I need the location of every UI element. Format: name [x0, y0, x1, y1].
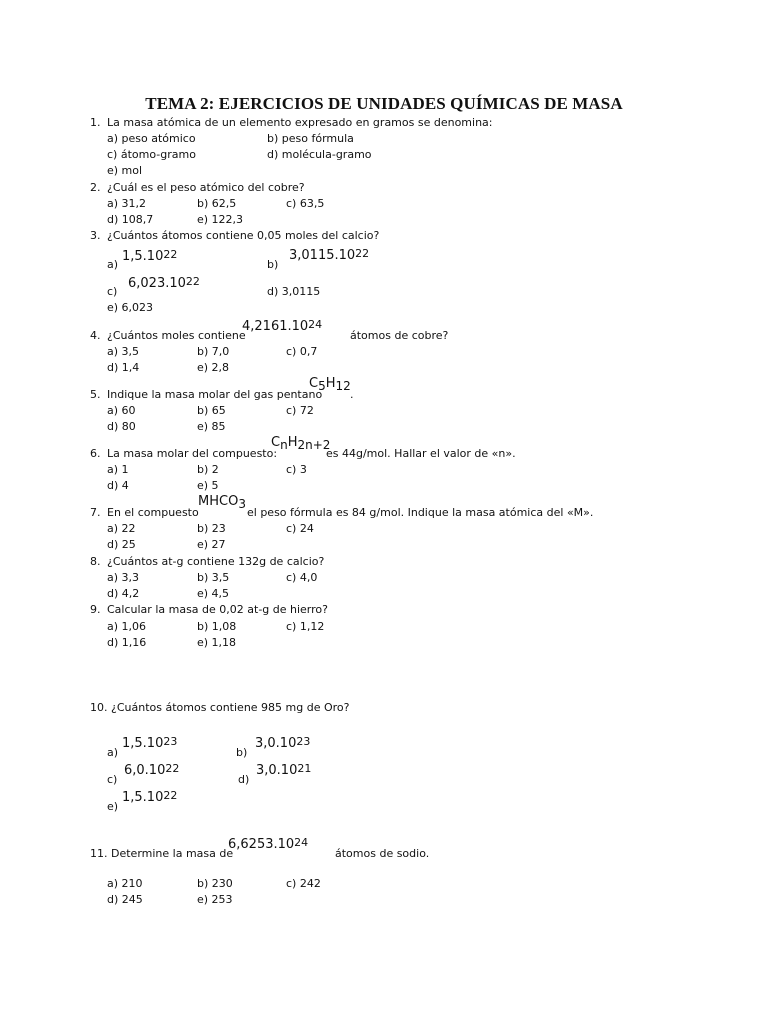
option-d: d) 4 — [107, 479, 129, 492]
atom-count-value: 4,2161.10$^{24}$ — [242, 318, 323, 334]
option-a: a) 210 — [107, 877, 143, 890]
option-c: c) 24 — [286, 522, 314, 535]
option-a-value: 1,5.10$^{22}$ — [122, 248, 178, 264]
option-c: c) 1,12 — [286, 620, 325, 633]
option-e: e) 2,8 — [197, 361, 230, 374]
option-c: c) 3 — [286, 463, 307, 476]
question-text: Calcular la masa de 0,02 at-g de hierro? — [107, 603, 328, 616]
option-a: a) 31,2 — [107, 197, 147, 210]
question-text-end: átomos de sodio. — [335, 847, 430, 860]
page-title: TEMA 2: EJERCICIOS DE UNIDADES QUÍMICAS DE MASA — [145, 94, 623, 113]
option-b-value: 3,0.10$^{23}$ — [255, 735, 311, 751]
option-c: c) 0,7 — [286, 345, 318, 358]
option-a: a) peso atómico — [107, 132, 196, 145]
option-c-value: 6,023.10$^{22}$ — [128, 275, 200, 291]
question-text: La masa atómica de un elemento expresado en gramos se denomina: — [107, 116, 493, 129]
option-c-letter: c) — [107, 285, 118, 298]
option-c: c) átomo-gramo — [107, 148, 196, 161]
option-d: d) 4,2 — [107, 587, 140, 600]
option-a-letter: a) — [107, 258, 119, 271]
option-c: c) 242 — [286, 877, 321, 890]
question-text: ¿Cuántos átomos contiene 0,05 moles del calcio? — [107, 229, 380, 242]
question-number: 6. — [90, 447, 101, 460]
question-text-start: La masa molar del compuesto: — [107, 447, 278, 460]
option-c: c) 63,5 — [286, 197, 325, 210]
question-text: ¿Cuántos átomos contiene 985 mg de Oro? — [111, 701, 350, 714]
option-d: d) 80 — [107, 420, 136, 433]
question-number: 2. — [90, 181, 101, 194]
option-e: e) 5 — [197, 479, 219, 492]
question-number: 3. — [90, 229, 101, 242]
option-b: b) 2 — [197, 463, 219, 476]
option-e: e) mol — [107, 164, 143, 177]
option-d-value: 3,0.10$^{21}$ — [256, 762, 312, 778]
option-e: e) 27 — [197, 538, 226, 551]
option-a: a) 3,5 — [107, 345, 140, 358]
option-c: c) 72 — [286, 404, 314, 417]
option-b-value: 3,0115.10$^{22}$ — [289, 247, 370, 263]
option-d: d) molécula-gramo — [267, 148, 372, 161]
option-d: d) 245 — [107, 893, 143, 906]
option-d: d) 3,0115 — [267, 285, 321, 298]
option-d-letter: d) — [238, 773, 250, 786]
option-e: e) 85 — [197, 420, 226, 433]
question-text-end: . — [350, 388, 354, 401]
option-e: e) 253 — [197, 893, 233, 906]
question-text: ¿Cuál es el peso atómico del cobre? — [107, 181, 305, 194]
question-number: 8. — [90, 555, 101, 568]
option-b: b) 7,0 — [197, 345, 230, 358]
option-b: b) 23 — [197, 522, 226, 535]
option-e-value: 1,5.10$^{22}$ — [122, 789, 178, 805]
option-c-value: 6,0.10$^{22}$ — [124, 762, 180, 778]
option-b-letter: b) — [236, 746, 248, 759]
option-a: a) 1 — [107, 463, 129, 476]
option-e: e) 6,023 — [107, 301, 154, 314]
option-b: b) peso fórmula — [267, 132, 354, 145]
option-d: d) 1,16 — [107, 636, 147, 649]
formula-pentane: $C_5H_{12}$ — [309, 376, 351, 393]
option-a: a) 3,3 — [107, 571, 140, 584]
option-c: c) 4,0 — [286, 571, 318, 584]
question-text-start: En el compuesto — [107, 506, 199, 519]
atom-count-value: 6,6253.10$^{24}$ — [228, 836, 309, 852]
question-number: 7. — [90, 506, 101, 519]
option-b: b) 65 — [197, 404, 226, 417]
option-d: d) 25 — [107, 538, 136, 551]
option-d: d) 1,4 — [107, 361, 140, 374]
option-e-letter: e) — [107, 800, 119, 813]
option-b: b) 230 — [197, 877, 233, 890]
question-text-start: Determine la masa de — [111, 847, 234, 860]
question-number: 11. — [90, 847, 108, 860]
formula-alkane: $C_nH_{2n+2}$ — [271, 435, 331, 452]
question-text-end: es 44g/mol. Hallar el valor de «n». — [326, 447, 516, 460]
question-text: ¿Cuántos at-g contiene 132g de calcio? — [107, 555, 325, 568]
question-number: 1. — [90, 116, 101, 129]
option-a: a) 22 — [107, 522, 136, 535]
option-b: b) 3,5 — [197, 571, 230, 584]
question-text-end: el peso fórmula es 84 g/mol. Indique la masa atómica del «M». — [247, 506, 594, 519]
option-a-value: 1,5.10$^{23}$ — [122, 735, 178, 751]
option-e: e) 1,18 — [197, 636, 237, 649]
question-text-start: Indique la masa molar del gas pentano — [107, 388, 323, 401]
question-text-start: ¿Cuántos moles contiene — [107, 329, 246, 342]
question-number: 9. — [90, 603, 101, 616]
option-a: a) 1,06 — [107, 620, 147, 633]
question-number: 10. — [90, 701, 108, 714]
question-number: 4. — [90, 329, 101, 342]
formula-compound: $MHCO_3$ — [198, 494, 246, 511]
question-text-end: átomos de cobre? — [350, 329, 449, 342]
option-a: a) 60 — [107, 404, 136, 417]
option-d: d) 108,7 — [107, 213, 154, 226]
option-b: b) 1,08 — [197, 620, 237, 633]
option-c-letter: c) — [107, 773, 118, 786]
option-e: e) 122,3 — [197, 213, 244, 226]
option-a-letter: a) — [107, 746, 119, 759]
option-b: b) 62,5 — [197, 197, 237, 210]
option-b-letter: b) — [267, 258, 279, 271]
question-number: 5. — [90, 388, 101, 401]
option-e: e) 4,5 — [197, 587, 230, 600]
